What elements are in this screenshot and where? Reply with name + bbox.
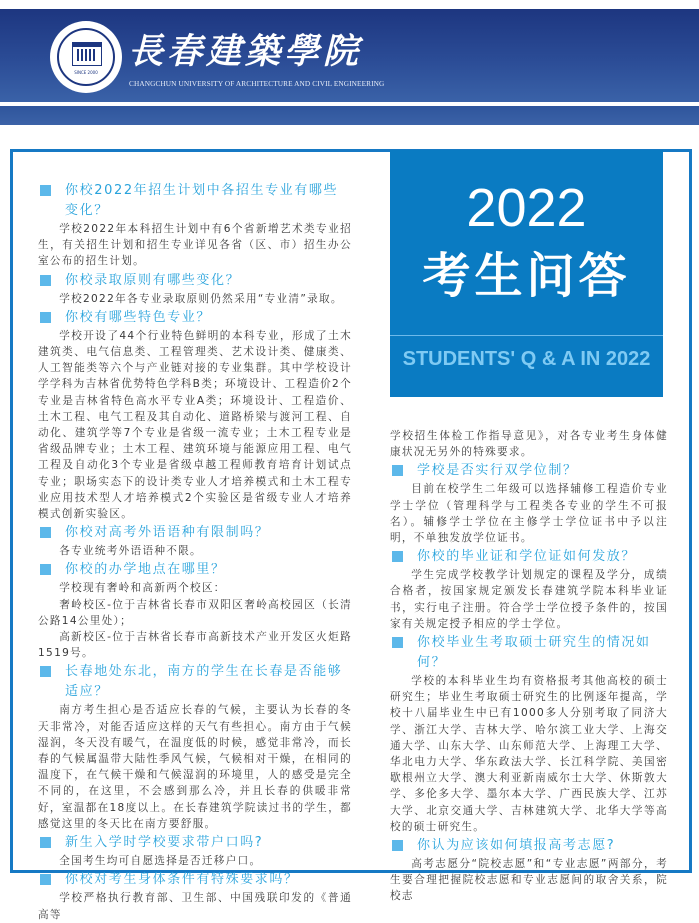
qa-item [390,836,668,905]
answer-paragraph: 目前在校学生二年级可以选择辅修工程造价专业学士学位（管理科学与工程类各专业的学生不可报名）。辅修学士学位在主修学士学位证书中予以注明，不单独发放学位证书。 [390,483,668,545]
qa-item [390,633,668,835]
square-bullet-icon [40,275,51,286]
answer-paragraph: 学校2022年本科招生计划中有6个省新增艺术类专业招生，有关招生计划和招生专业详见各省（区、市）招生办公室公布的招生计划。 [38,223,352,268]
question-text: 新生入学时学校要求带户口吗? [65,835,264,851]
square-bullet-icon [392,637,403,648]
question-text: 你校2022年招生计划中各招生专业有哪些变化？ [65,183,339,218]
question-heading [38,523,352,543]
logo-since: SINCE 2000 [74,70,98,75]
right-column [390,428,668,905]
answer-paragraph: 学校严格执行教育部、卫生部、中国残联印发的《普通高等 [38,892,352,921]
answer-paragraph: 奢岭校区-位于吉林省长春市双阳区奢岭高校园区（长清公路14公里处）； [38,598,352,627]
question-heading [38,833,352,853]
title-subtitle: STUDENTS' Q & A IN 2022 [402,348,651,370]
answer-paragraph: 高考志愿分“院校志愿”和“专业志愿”两部分，考生要合理把握院校志愿和专业志愿间的取舍关系，院校志 [390,858,668,903]
header-banner [0,9,699,102]
question-heading [390,836,668,856]
question-text: 你校对考生身体条件有特殊要求吗？ [65,872,299,888]
square-bullet-icon [40,666,51,677]
qa-item [38,870,352,922]
square-bullet-icon [40,312,51,323]
left-column [38,180,352,923]
school-name-en: CHANGCHUN UNIVERSITY OF ARCHITECTURE AND CIVIL ENGINEERING [129,79,385,88]
answer-paragraph: 学校开设了44个行业特色鲜明的本科专业，形成了土木建筑类、电气信息类、工程管理类、艺术设计类、健康类、人工智能类等六个与产业链对接的专业集群。其中学校设计学学科为吉林省优势特色学科B类；环境设计、工程造价2个专业是吉林省特色高水平专业A类；环境设计、工程造价、土木工程、电气工程及其自动化、道路桥梁与渡河工程、自动化、建筑学等7个专业是省级一流专业；土木工程专业是省级品牌专业；土木工程、建筑环境与能源应用工程、电气工程及自动化3个专业是省级卓越工程师教育培育计划试点专业；职场实态下的设计类专业人才培养模式和土木工程专业应用技术型人才培养模式2个实验区是省级专业人才培养模式创新实验区。 [38,329,352,521]
square-bullet-icon [40,837,51,848]
building-icon [72,42,102,66]
answer-paragraph: 全国考生均可自愿选择是否迁移户口。 [59,855,262,868]
question-heading [38,870,352,890]
continuation-paragraph: 学校招生体检工作指导意见》，对各专业考生身体健康状况无另外的特殊要求。 [390,430,668,459]
square-bullet-icon [40,185,51,196]
question-heading [390,633,668,673]
answer-paragraph: 学校的本科毕业生均有资格报考其他高校的硕士研究生；毕业生考取硕士研究生的比例逐年提高，学校十八届毕业生中已有1000多人分别考取了同济大学、浙江大学、吉林大学、哈尔滨工业大学、上海交通大学、山东大学、山东师范大学、上海理工大学、华北电力大学、华东政法大学、长江科学院、美国密歇根州立大学、澳大利亚新南威尔士大学、休斯敦大学、多伦多大学、墨尔本大学、广西民族大学、江苏大学、北京交通大学、吉林建筑大学、北华大学等高校的硕士研究生。 [390,675,668,833]
question-heading [38,308,352,328]
question-text: 你校的办学地点在哪里？ [65,562,226,578]
question-text: 你校录取原则有哪些变化？ [65,272,241,288]
question-text: 学校是否实行双学位制？ [417,463,578,479]
right-qa-list [390,461,668,904]
header-band [0,106,699,125]
question-heading [38,271,352,291]
question-text: 你校对高考外语语种有限制吗？ [65,525,270,541]
question-text: 你校毕业生考取硕士研究生的情况如何？ [417,635,651,671]
qa-item [38,308,352,522]
answer-paragraph: 学校2022年各专业录取原则仍然采用“专业清”录取。 [59,292,343,305]
question-text: 长春地处东北，南方的学生在长春是否能够适应？ [65,664,343,700]
answer-paragraph: 南方考生担心是否适应长春的气候，主要认为长春的冬天非常冷，对能否适应这样的天气有些担心。南方由于气候湿润，冬天没有暖气，在温度低的时候，感觉非常冷，而长春的气候属温带大陆性季风气候，气候相对干燥，在相同的温度下，在气候干燥和气候湿润的环境里，人的感受是完全不同的，在这里，不会感到那么冷，并且长春的供暖非常好，室温都在18度以上。在长春建筑学院读过书的学生，都感觉这里的冬天比在南方要舒服。 [38,704,352,830]
school-logo [50,21,122,93]
answer-paragraph: 学校现有奢岭和高新两个校区： [59,582,226,595]
logo-emblem [57,28,115,86]
qa-item [38,181,352,270]
question-heading [38,181,352,221]
question-heading [390,547,668,567]
qa-item [390,461,668,546]
qa-item [38,523,352,559]
question-heading [38,662,352,702]
title-year: 2022 [466,178,587,238]
square-bullet-icon [392,465,403,476]
question-text: 你校的毕业证和学位证如何发放？ [417,549,637,565]
qa-item [38,833,352,869]
qa-item [38,662,352,832]
title-divider [390,335,663,336]
question-heading [38,560,352,580]
square-bullet-icon [392,551,403,562]
square-bullet-icon [392,840,403,851]
answer-paragraph: 学生完成学校教学计划规定的课程及学分，成绩合格者，按国家规定颁发长春建筑学院本科毕业证书，实行电子注册。符合学士学位授予条件的，按国家有关规定授予相应的学士学位。 [390,569,668,630]
square-bullet-icon [40,874,51,885]
title-box [390,150,663,397]
question-text: 你校有哪些特色专业？ [65,309,212,325]
qa-item [38,271,352,307]
answer-paragraph: 各专业统考外语语种不限。 [59,545,202,558]
question-heading [390,461,668,481]
answer-paragraph: 高新校区-位于吉林省长春市高新技术产业开发区火炬路1519号。 [38,631,352,660]
qa-item [390,547,668,632]
title-main: 考生问答 [422,248,631,304]
question-text: 你认为应该如何填报高考志愿? [417,838,616,854]
qa-item [38,560,352,661]
school-name-cn: 長春建築學院 [128,31,363,72]
square-bullet-icon [40,564,51,575]
square-bullet-icon [40,527,51,538]
